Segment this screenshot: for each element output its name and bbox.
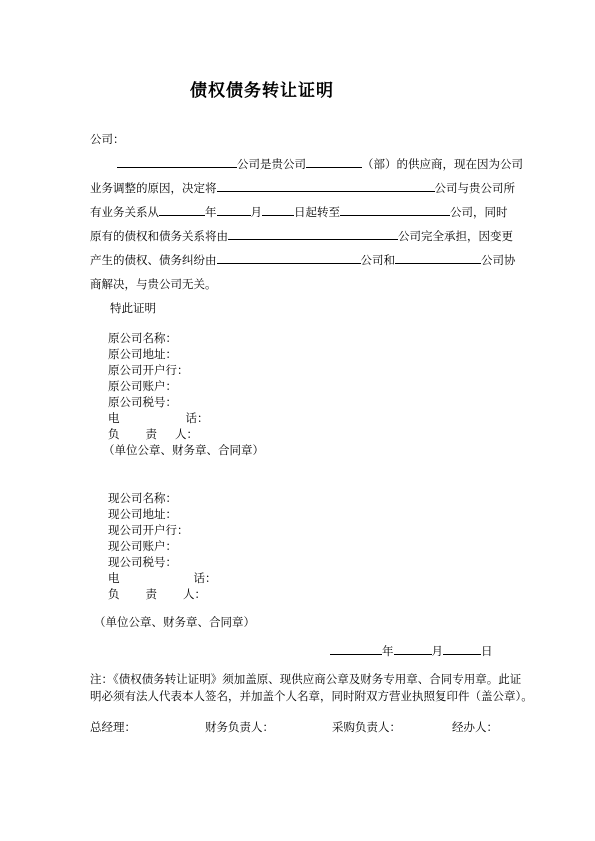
blank-day[interactable] (262, 204, 294, 216)
text: 公司与贵公司所 (434, 181, 515, 195)
text: 原有的债权和债务关系将由 (90, 229, 228, 243)
original-tax-field: 原公司税号： (108, 395, 177, 409)
text: （部）的供应商，现在因为公司 (362, 157, 523, 171)
body-line-2 (90, 180, 515, 196)
blank-department[interactable] (306, 156, 362, 168)
text: 公司协 (481, 253, 516, 267)
text: 公司完全承担，因变更 (398, 229, 513, 243)
current-seal-note: （单位公章、财务章、合同章） (94, 615, 255, 629)
page-title: 债权债务转让证明 (190, 81, 334, 101)
text: 责 (145, 427, 157, 441)
text: 责 (145, 587, 157, 601)
text: 电 (108, 571, 120, 585)
text: 日起转至 (294, 205, 340, 219)
signature-purchase: 采购负责人： (332, 720, 401, 734)
blank-date-year[interactable] (330, 643, 382, 655)
text: 人： (183, 587, 206, 601)
text: 电 (108, 411, 120, 425)
current-phone-field (108, 570, 217, 586)
blank-company-4[interactable] (228, 228, 398, 240)
text: 负 (108, 427, 120, 441)
original-name-field: 原公司名称： (108, 331, 177, 345)
note-line-1: 注：《债权债务转让证明》须加盖原、现供应商公章及财务专用章、合同专用章。此证 (90, 672, 522, 686)
blank-company-5b[interactable] (395, 252, 481, 264)
text: 人： (175, 427, 198, 441)
original-seal-note: （单位公章、财务章、合同章） (103, 443, 264, 457)
current-account-field: 现公司账户： (108, 539, 177, 553)
original-bank-field: 原公司开户行： (108, 363, 189, 377)
original-phone-field (108, 410, 209, 426)
text: 月 (250, 205, 262, 219)
note-line-2: 明必须有法人代表本人签名，并加盖个人名章，同时附双方营业执照复印件（盖公章）。 (90, 689, 533, 703)
original-address-field: 原公司地址： (108, 347, 177, 361)
original-person-field (108, 426, 198, 442)
blank-company-5a[interactable] (217, 252, 361, 264)
original-account-field: 原公司账户： (108, 379, 177, 393)
text: 业务调整的原因，决定将 (90, 181, 217, 195)
text: 话： (185, 411, 209, 425)
salutation: 公司： (90, 132, 125, 146)
text: 产生的债权、债务纠纷由 (90, 253, 217, 267)
text: 公司，同时 (450, 205, 508, 219)
text: 年 (205, 205, 217, 219)
current-bank-field: 现公司开户行： (108, 523, 189, 537)
blank-original-company[interactable] (117, 156, 237, 168)
body-line-4 (90, 228, 513, 244)
blank-month[interactable] (217, 204, 251, 216)
certify-text: 特此证明 (110, 301, 156, 315)
signature-finance: 财务负责人： (205, 720, 274, 734)
text: 公司和 (360, 253, 395, 267)
text: 话： (193, 571, 217, 585)
text: 公司是贵公司 (237, 157, 306, 171)
signature-gm: 总经理： (90, 720, 136, 734)
current-person-field (108, 586, 206, 602)
body-line-5 (90, 252, 516, 268)
text: 负 (108, 587, 120, 601)
text: 有业务关系从 (90, 205, 159, 219)
body-line-6: 商解决，与贵公司无关。 (90, 277, 217, 291)
signature-handler: 经办人： (452, 720, 498, 734)
text: 日 (481, 644, 493, 658)
blank-year[interactable] (159, 204, 205, 216)
body-line-3 (90, 204, 508, 220)
blank-date-month[interactable] (394, 643, 432, 655)
body-line-1 (117, 156, 523, 172)
text: 年 (382, 644, 394, 658)
current-name-field: 现公司名称： (108, 491, 177, 505)
text: 月 (431, 644, 443, 658)
blank-date-day[interactable] (443, 643, 481, 655)
blank-company-2[interactable] (217, 180, 435, 192)
blank-new-company[interactable] (340, 204, 450, 216)
current-address-field: 现公司地址： (108, 507, 177, 521)
current-tax-field: 现公司税号： (108, 555, 177, 569)
date-line (330, 643, 493, 659)
